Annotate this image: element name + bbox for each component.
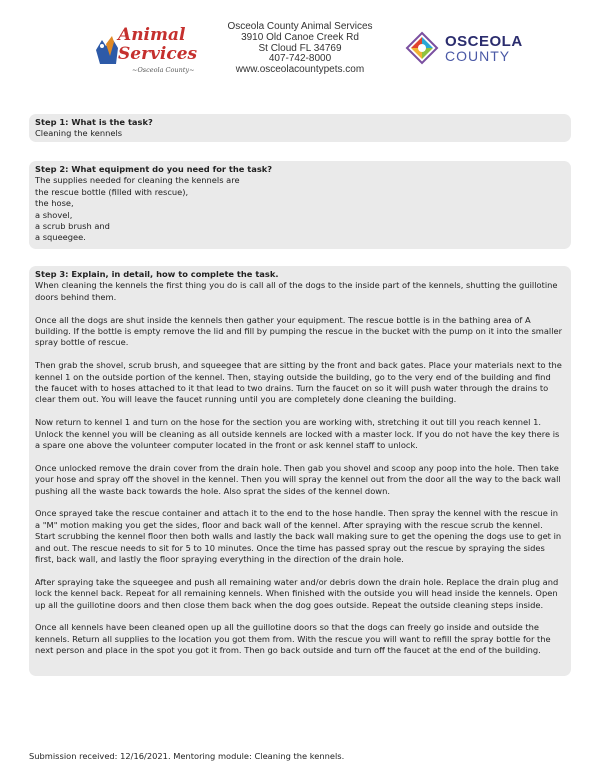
step2-line: a scrub brush and bbox=[35, 221, 110, 232]
agency-name: Osceola County Animal Services bbox=[227, 21, 373, 32]
step2-line: The supplies needed for cleaning the kennels are bbox=[35, 175, 240, 186]
step3-paragraph: After spraying take the squeegee and push all remaining water and/or debris down the drain hole. Replace the drain plug and lock the kennel back. Repeat for all remaining kennels. When finished with the outside you will head inside the kennels. Open up all the guillotine doors and then close them back when the dog goes outside. Repeat the outside cleaning steps inside. bbox=[35, 576, 559, 610]
step3-paragraph: Once sprayed take the rescue container and attach it to the end to the hose handle. Then spray the kennel with the rescue in a "M" motion making you get the sides, floor and back wall of the kennel. After spraying with the rescue scrub the kennel. Start scrubbing the kennel floor then both walls and lastly the back wall making sure to get the opening the dogs use to get in and out. The rescue needs to sit for 5 to 10 minutes. Once the time has passed spray out the rescue by spraying the sides first, back wall, and lastly the floor spraying everything in the direction of the drain hole. bbox=[35, 508, 562, 565]
step3-heading: Step 3: Explain, in detail, how to complete the task. bbox=[35, 269, 279, 279]
step3-paragraph: Now return to kennel 1 and turn on the hose for the section you are working with, stretching it out till you reach kennel 1. Unlock the kennel you will be cleaning as all outside kennels are locked with a master lock. If you do not have the key there is a spare one above the volunteer computer located in the front or ask kennel staff to unlock. bbox=[35, 417, 560, 451]
step1-heading: Step 1: What is the task? bbox=[35, 117, 153, 127]
step3-paragraph: Once all kennels have been cleaned open up all the guillotine doors so that the dogs can freely go inside and outside the kennels. Return all supplies to the location you got them from. With the rescue you will want to refill the spray bottle for the next person and place in the spot you got it from. Then go back outside and turn off the faucet at the end of the building. bbox=[35, 622, 551, 656]
brand-subtitle: ~Osceola County~ bbox=[132, 66, 195, 74]
step2-card bbox=[29, 161, 571, 249]
phone-number: 407-742-8000 bbox=[268, 53, 332, 65]
address-line1: 3910 Old Canoe Creek Rd bbox=[241, 31, 359, 43]
step2-heading: Step 2: What equipment do you need for the task? bbox=[35, 164, 273, 174]
step3-card bbox=[29, 266, 571, 676]
step3-paragraph: Once all the dogs are shut inside the kennels then gather your equipment. The rescue bottle is in the bathing area of A building. If the bottle is empty remove the lid and fill by pumping the rescue in the bucket with the pump on it into the smaller spray bottle of rescue. bbox=[35, 314, 563, 348]
brand-title-line1: Animal bbox=[118, 25, 186, 45]
step2-line: the hose, bbox=[35, 198, 74, 209]
address-line2: St Cloud FL 34769 bbox=[258, 42, 342, 54]
website-link: www.osceolacountypets.com bbox=[235, 64, 365, 76]
county-name bbox=[445, 35, 523, 63]
step2-line: a shovel, bbox=[35, 209, 73, 220]
submission-footer: Submission received: 12/16/2021. Mentoring module: Cleaning the kennels. bbox=[29, 751, 345, 761]
step2-line: a squeegee. bbox=[35, 232, 86, 243]
county-word-county: COUNTY bbox=[445, 48, 511, 64]
step2-line: the rescue bottle (filled with rescue), bbox=[35, 186, 189, 197]
step1-answer: Cleaning the kennels bbox=[35, 128, 123, 139]
step3-paragraph: When cleaning the kennels the first thing you do is call all of the dogs to the inside part of the kennels, shutting the guillotine doors behind them. bbox=[35, 280, 558, 302]
brand-title bbox=[118, 26, 197, 64]
step1-card bbox=[29, 114, 571, 142]
step3-paragraph: Once unlocked remove the drain cover from the drain hole. Then gab you shovel and scoop any poop into the hole. Then take your hose and spray off the shovel in the kennel. Then you will spray the kennel out from the door all the way to the back wall pushing all the waste back towards the hole. Also sprat the sides of the kennel down. bbox=[35, 462, 561, 496]
brand-title-line2: Services bbox=[118, 44, 198, 64]
agency-contact bbox=[200, 22, 400, 76]
document-header bbox=[0, 0, 600, 105]
county-word-osceola: OSCEOLA bbox=[445, 33, 523, 50]
step3-paragraph: Then grab the shovel, scrub brush, and squeegee that are sitting by the front and back gates. Place your materials next to the kennel 1 on the outside portion of the kennel. Then, staying outside the building, go to the very end of the building and find the faucet with to hoses attached to it that lead to two drains. Turn the faucet on so it will push water through the drains to clear them out. You will leave the faucet running until you are completely done cleaning the building. bbox=[35, 360, 562, 405]
